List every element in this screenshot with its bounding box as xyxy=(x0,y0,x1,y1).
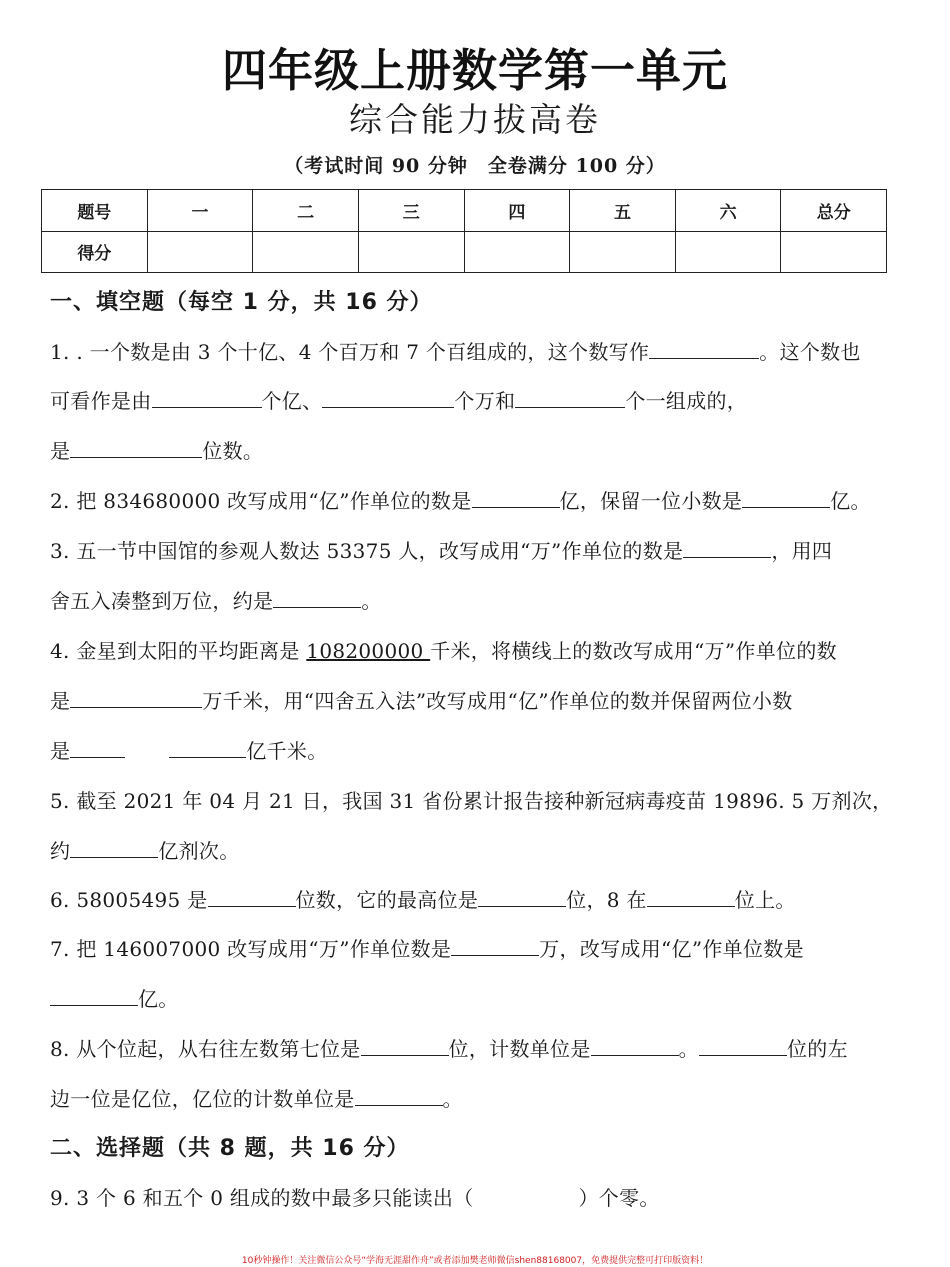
score-cell xyxy=(781,231,887,273)
score-cell xyxy=(147,231,253,273)
question-text: ）个零。 xyxy=(578,1186,660,1210)
score-table xyxy=(41,189,887,273)
answer-blank xyxy=(152,389,262,408)
page-title: 四年级上册数学第一单元 xyxy=(221,44,728,97)
question-text: 8. 从个位起，从右往左数第七位是 xyxy=(50,1037,361,1061)
score-cell xyxy=(675,231,781,273)
score-header-cell: 一 xyxy=(147,190,253,232)
score-cell xyxy=(464,231,570,273)
question-text: 。 xyxy=(442,1087,463,1111)
answer-blank xyxy=(361,1037,449,1056)
question-2-line-1 xyxy=(50,485,871,514)
question-9-line-1 xyxy=(50,1182,660,1211)
answer-blank xyxy=(169,739,246,758)
answer-blank xyxy=(699,1037,787,1056)
question-text: 亿。 xyxy=(138,987,179,1011)
answer-blank xyxy=(70,439,202,458)
question-text: 9. 3 个 6 和五个 0 组成的数中最多只能读出（ xyxy=(50,1186,474,1210)
question-text: 亿。 xyxy=(830,489,871,513)
answer-blank xyxy=(70,839,158,858)
question-text: 亿剂次。 xyxy=(158,839,240,863)
question-8-line-2 xyxy=(50,1083,463,1112)
question-text: 千米，将横线上的数改写成用“万”作单位的数 xyxy=(430,639,837,663)
question-4-line-2 xyxy=(50,685,793,714)
score-header-cell: 五 xyxy=(570,190,676,232)
question-text: 是 xyxy=(50,439,71,463)
score-header-cell: 三 xyxy=(358,190,464,232)
score-header-cell: 总分 xyxy=(781,190,887,232)
answer-blank xyxy=(208,888,296,907)
score-header-cell: 题号 xyxy=(42,190,148,232)
answer-blank xyxy=(742,489,830,508)
question-text: 个万和 xyxy=(454,389,516,413)
question-4-line-3 xyxy=(50,735,328,764)
score-cell xyxy=(570,231,676,273)
answer-blank xyxy=(478,888,566,907)
underlined-number: 108200000 xyxy=(306,639,431,663)
score-header-cell: 二 xyxy=(253,190,359,232)
question-text: 是 xyxy=(50,689,71,713)
answer-blank xyxy=(50,987,138,1006)
question-5-line-1 xyxy=(50,785,892,814)
answer-blank xyxy=(649,340,759,359)
question-text: 。 xyxy=(361,589,382,613)
answer-blank xyxy=(647,888,735,907)
question-text: 边一位是亿位，亿位的计数单位是 xyxy=(50,1087,355,1111)
question-text: 个一组成的， xyxy=(625,389,748,413)
question-text: 。 xyxy=(678,1037,699,1061)
question-text: 位，计数单位是 xyxy=(448,1037,591,1061)
question-text: 。这个数也 xyxy=(759,340,861,364)
answer-blank xyxy=(515,389,625,408)
answer-blank xyxy=(70,689,202,708)
question-3-line-2 xyxy=(50,585,382,614)
section-1-heading: 一、填空题（每空 1 分，共 16 分） xyxy=(50,290,433,315)
question-text: 3. 五一节中国馆的参观人数达 53375 人，改写成用“万”作单位的数是 xyxy=(50,539,684,563)
answer-blank xyxy=(591,1037,679,1056)
question-text: 位数，它的最高位是 xyxy=(295,888,479,912)
question-text: ，用四 xyxy=(771,539,833,563)
question-text: 5. 截至 2021 年 04 月 21 日，我国 31 省份累计报告接种新冠病毒疫苗 19896. 5 万剂次， xyxy=(50,789,893,813)
question-1-line-3 xyxy=(50,435,263,464)
answer-blank xyxy=(322,389,454,408)
score-cell xyxy=(253,231,359,273)
answer-blank xyxy=(472,489,560,508)
question-text: 2. 把 834680000 改写成用“亿”作单位的数是 xyxy=(50,489,472,513)
question-7-line-2 xyxy=(50,983,179,1012)
question-8-line-1 xyxy=(50,1033,848,1062)
score-cell xyxy=(358,231,464,273)
question-text: 个亿、 xyxy=(261,389,323,413)
question-5-line-2 xyxy=(50,835,240,864)
answer-blank xyxy=(273,589,361,608)
page-subtitle: 综合能力拔高卷 xyxy=(349,100,601,139)
exam-info: （考试时间 90 分钟 全卷满分 100 分） xyxy=(284,155,666,177)
question-6-line-1 xyxy=(50,884,796,913)
question-1-line-2 xyxy=(50,385,747,414)
question-1-line-1 xyxy=(50,336,861,365)
question-text: 万千米，用“四舍五入法”改写成用“亿”作单位的数并保留两位小数 xyxy=(202,689,793,713)
score-row-label: 得分 xyxy=(42,231,148,273)
answer-blank xyxy=(683,539,771,558)
answer-blank xyxy=(451,937,539,956)
question-text: 亿千米。 xyxy=(246,739,328,763)
answer-blank xyxy=(70,739,125,758)
question-text: 舍五入凑整到万位，约是 xyxy=(50,589,274,613)
footer-notice: 10秒钟操作！关注微信公众号“学海无涯甜作舟”或者添加樊老师微信shen88168007，免费提供完整可打印版资料！ xyxy=(241,1256,709,1266)
question-text: 4. 金星到太阳的平均距离是 xyxy=(50,639,307,663)
question-text: 7. 把 146007000 改写成用“万”作单位数是 xyxy=(50,937,452,961)
section-2-heading: 二、选择题（共 8 题，共 16 分） xyxy=(50,1136,410,1161)
answer-blank xyxy=(355,1087,443,1106)
question-text: 万，改写成用“亿”作单位数是 xyxy=(539,937,804,961)
question-text: 亿，保留一位小数是 xyxy=(559,489,743,513)
score-header-cell: 六 xyxy=(675,190,781,232)
question-3-line-1 xyxy=(50,535,832,564)
question-text: 是 xyxy=(50,739,71,763)
score-table-score-row xyxy=(42,231,887,273)
question-text: 约 xyxy=(50,839,71,863)
question-text: 可看作是由 xyxy=(50,389,152,413)
question-text: 位上。 xyxy=(734,888,796,912)
question-text: 位，8 在 xyxy=(566,888,647,912)
question-4-line-1 xyxy=(50,635,837,664)
question-text: 1. . 一个数是由 3 个十亿、4 个百万和 7 个百组成的，这个数写作 xyxy=(50,340,650,364)
question-7-line-1 xyxy=(50,933,804,962)
question-text: 6. 58005495 是 xyxy=(50,888,208,912)
score-header-cell: 四 xyxy=(464,190,570,232)
score-table-header-row xyxy=(42,190,887,232)
question-text: 位数。 xyxy=(202,439,264,463)
question-text: 位的左 xyxy=(786,1037,848,1061)
